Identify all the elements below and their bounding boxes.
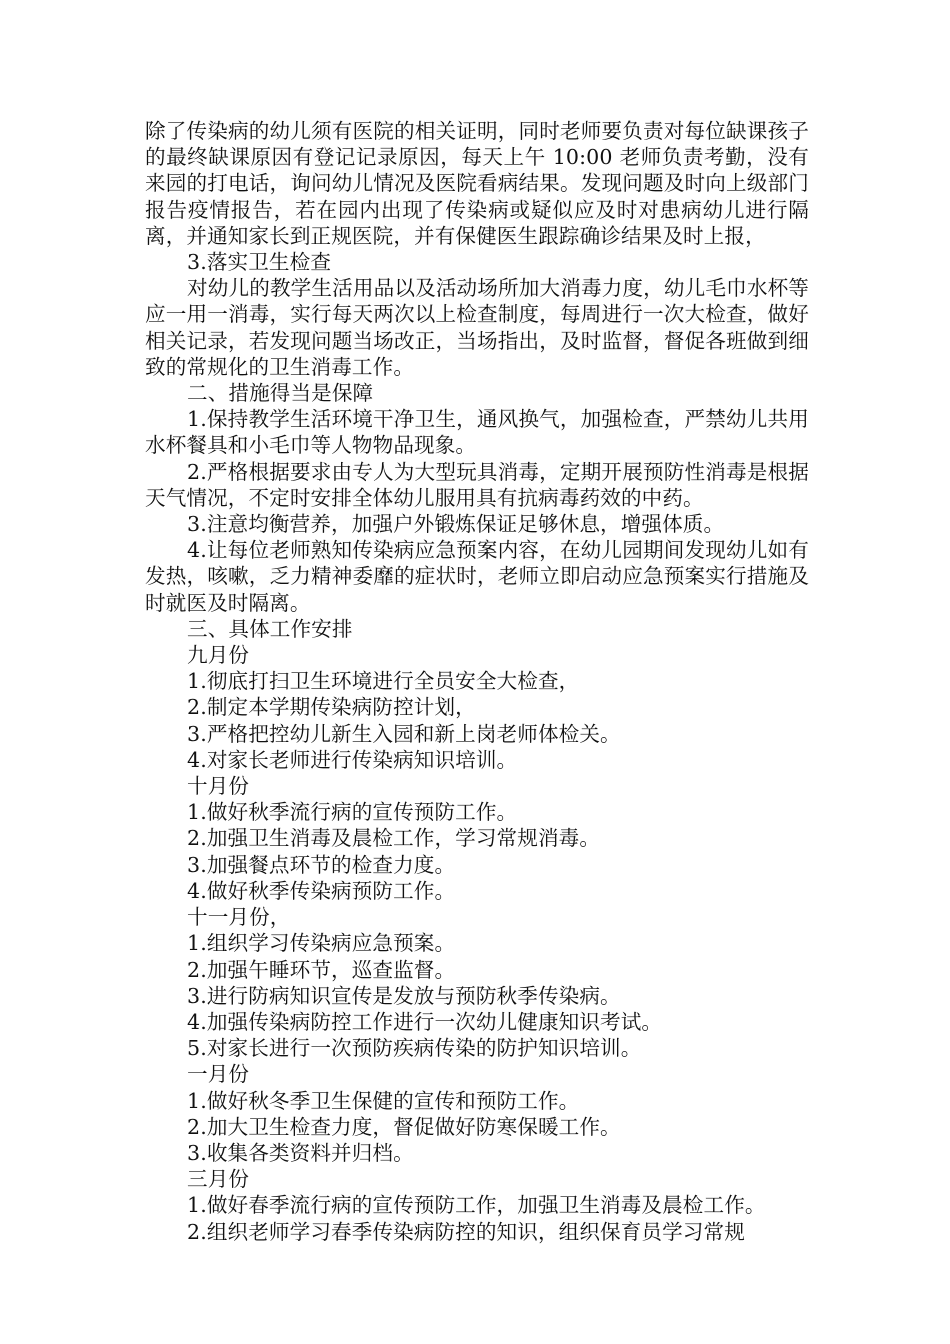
- text-line: 1.做好春季流行病的宣传预防工作，加强卫生消毒及晨检工作。: [187, 1193, 766, 1218]
- text-line: 三月份: [187, 1167, 250, 1192]
- paragraph: 1.保持教学生活环境干净卫生，通风换气，加强检查，严禁幼儿共用水杯餐具和小毛巾等人物物品现象。: [145, 407, 809, 458]
- text-line: 十一月份，: [187, 905, 291, 930]
- text-line: 3.加强餐点环节的检查力度。: [187, 852, 456, 877]
- text-line: 三、具体工作安排: [187, 616, 353, 641]
- text-line: 一月份: [187, 1062, 250, 1087]
- text-line: 4.做好秋季传染病预防工作。: [187, 878, 456, 903]
- text-line: 4.对家长老师进行传染病知识培训。: [187, 747, 518, 772]
- text-line: 3.严格把控幼儿新生入园和新上岗老师体检关。: [187, 721, 621, 746]
- document-page: [145, 118, 809, 1245]
- text-line: 十月份: [187, 774, 250, 799]
- paragraph: 除了传染病的幼儿须有医院的相关证明，同时老师要负责对每位缺课孩子的最终缺课原因有登记记录原因，每天上午 10:00 老师负责考勤，没有来园的打电话，询问幼儿情况及医院看病结果。发现问题及时向上级部门报告疫情报告，若在园内出现了传染病或疑似应及时对患病幼儿进行隔离，并通知家长到正规医院，并有保健医生跟踪确诊结果及时上报，: [145, 119, 809, 248]
- text-line: 5.对家长进行一次预防疾病传染的防护知识培训。: [187, 1036, 642, 1061]
- text-line: 2.加大卫生检查力度，督促做好防寒保暖工作。: [187, 1114, 621, 1139]
- text-line: 1.做好秋季流行病的宣传预防工作。: [187, 800, 518, 825]
- text-line: 2.组织老师学习春季传染病防控的知识，组织保育员学习常规: [187, 1219, 745, 1244]
- text-line: 4.加强传染病防控工作进行一次幼儿健康知识考试。: [187, 1009, 663, 1034]
- text-line: 3.进行防病知识宣传是发放与预防秋季传染病。: [187, 983, 621, 1008]
- text-line: 1.彻底打扫卫生环境进行全员安全大检查，: [187, 669, 580, 694]
- text-line: 3.注意均衡营养，加强户外锻炼保证足够休息，增强体质。: [187, 512, 725, 537]
- text-line: 2.加强卫生消毒及晨检工作，学习常规消毒。: [187, 826, 601, 851]
- text-line: 3.落实卫生检查: [187, 250, 332, 275]
- text-line: 九月份: [187, 643, 250, 668]
- paragraph: 对幼儿的教学生活用品以及活动场所加大消毒力度，幼儿毛巾水杯等应一用一消毒，实行每天两次以上检查制度，每周进行一次大检查，做好相关记录，若发现问题当场改正，当场指出，及时监督，督促各班做到细致的常规化的卫生消毒工作。: [145, 276, 809, 379]
- text-line: 2.制定本学期传染病防控计划，: [187, 695, 476, 720]
- text-line: 2.加强午睡环节，巡查监督。: [187, 957, 456, 982]
- text-line: 3.收集各类资料并归档。: [187, 1140, 414, 1165]
- paragraph: 4.让每位老师熟知传染病应急预案内容，在幼儿园期间发现幼儿如有发热，咳嗽，乏力精神委靡的症状时，老师立即启动应急预案实行措施及时就医及时隔离。: [145, 538, 809, 615]
- text-line: 1.做好秋冬季卫生保健的宣传和预防工作。: [187, 1088, 580, 1113]
- text-line: 1.组织学习传染病应急预案。: [187, 931, 456, 956]
- paragraph: 2.严格根据要求由专人为大型玩具消毒，定期开展预防性消毒是根据天气情况，不定时安排全体幼儿服用具有抗病毒药效的中药。: [145, 459, 809, 510]
- text-line: 二、措施得当是保障: [187, 381, 374, 406]
